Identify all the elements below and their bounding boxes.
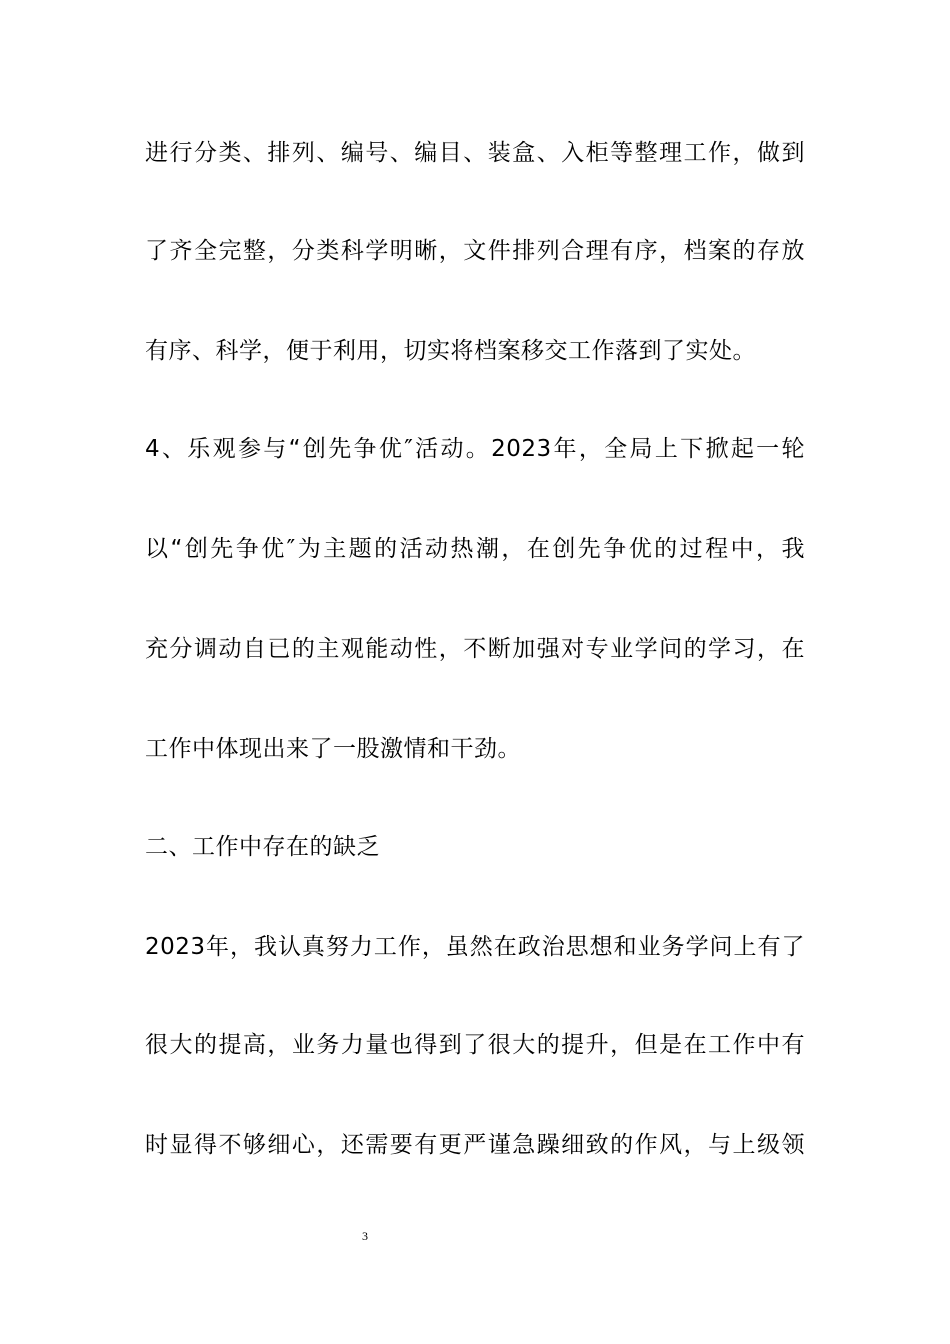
page-number: 3 xyxy=(362,1229,368,1243)
text-line-3: 有序、科学，便于利用，切实将档案移交工作落到了实处。 xyxy=(145,338,756,364)
text-line-10: 很大的提高，业务力量也得到了很大的提升，但是在工作中有 xyxy=(145,1032,805,1058)
text-line-9: 2023年，我认真努力工作，虽然在政治思想和业务学问上有了 xyxy=(145,934,805,960)
text-line-11: 时显得不够细心，还需要有更严谨急躁细致的作风，与上级领 xyxy=(145,1132,805,1158)
text-line-1: 进行分类、排列、编号、编目、装盒、入柜等整理工作，做到 xyxy=(145,140,805,166)
text-line-5: 以“创先争优″为主题的活动热潮，在创先争优的过程中，我 xyxy=(145,536,805,562)
text-line-2: 了齐全完整，分类科学明晰，文件排列合理有序，档案的存放 xyxy=(145,238,805,264)
text-line-6: 充分调动自已的主观能动性，不断加强对专业学问的学习，在 xyxy=(145,636,805,662)
text-line-7: 工作中体现出来了一股激情和干劲。 xyxy=(145,736,521,762)
text-line-4: 4、乐观参与“创先争优″活动。2023年，全局上下掀起一轮 xyxy=(145,436,805,462)
section-heading: 二、工作中存在的缺乏 xyxy=(145,834,380,860)
